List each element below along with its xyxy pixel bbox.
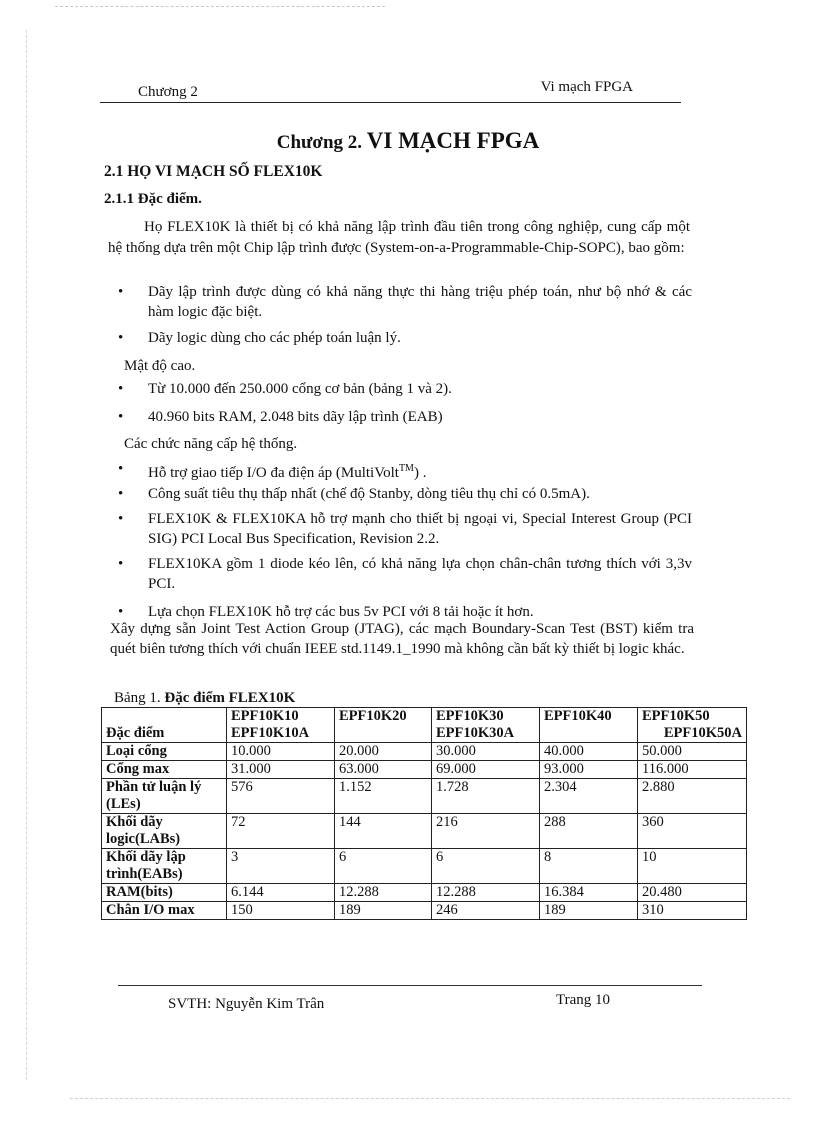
table-cell: 2.304 bbox=[540, 779, 638, 814]
table-row bbox=[102, 902, 747, 920]
footer-author: SVTH: Nguyễn Kim Trân bbox=[168, 996, 325, 1012]
table-cell: 20.480 bbox=[638, 884, 747, 902]
density-label: Mật độ cao. bbox=[124, 358, 196, 374]
table-cell: 150 bbox=[227, 902, 335, 920]
section-heading: 2.1 HỌ VI MẠCH SỐ FLEX10K bbox=[104, 163, 323, 180]
scan-edge-bottom bbox=[70, 1098, 790, 1099]
table-row bbox=[102, 779, 747, 814]
column-header: EPF10K40 bbox=[540, 708, 638, 743]
list-item: • Từ 10.000 đến 250.000 cổng cơ bản (bảng 1 và 2). bbox=[118, 379, 692, 399]
row-label: RAM(bits) bbox=[102, 884, 227, 902]
table-cell: 189 bbox=[540, 902, 638, 920]
table-cell: 144 bbox=[335, 814, 432, 849]
table-cell: 72 bbox=[227, 814, 335, 849]
intro-paragraph: Họ FLEX10K là thiết bị có khả năng lập trình đầu tiên trong công nghiệp, cung cấp một hệ thống dựa trên một Chip lập trình được (System-on-a-Programmable-Chip-SOPC), bao gồm: bbox=[108, 219, 690, 256]
table-row bbox=[102, 761, 747, 779]
table-header-row bbox=[102, 708, 747, 743]
table-cell: 6 bbox=[432, 849, 540, 884]
table-row bbox=[102, 849, 747, 884]
table-cell: 30.000 bbox=[432, 743, 540, 761]
chapter-title-prefix: Chương 2. bbox=[276, 132, 363, 153]
scan-edge-top bbox=[55, 6, 385, 7]
column-header: EPF10K50 EPF10K50A bbox=[638, 708, 747, 743]
table-cell: 63.000 bbox=[335, 761, 432, 779]
table-cell: 12.288 bbox=[432, 884, 540, 902]
system-label: Các chức năng cấp hệ thống. bbox=[124, 436, 298, 452]
table-cell: 576 bbox=[227, 779, 335, 814]
table-cell: 31.000 bbox=[227, 761, 335, 779]
table-caption bbox=[114, 690, 295, 707]
column-header: EPF10K30 EPF10K30A bbox=[432, 708, 540, 743]
row-label: Chân I/O max bbox=[102, 902, 227, 920]
table-caption-prefix: Bảng 1. bbox=[114, 690, 161, 706]
table-cell: 10 bbox=[638, 849, 747, 884]
list-item: • 40.960 bits RAM, 2.048 bits dãy lập trình (EAB) bbox=[118, 407, 692, 427]
table-cell: 6 bbox=[335, 849, 432, 884]
table-cell: 116.000 bbox=[638, 761, 747, 779]
table-cell: 16.384 bbox=[540, 884, 638, 902]
table-row bbox=[102, 814, 747, 849]
list-item: • Dãy logic dùng cho các phép toán luận lý. bbox=[118, 328, 692, 348]
table-cell: 189 bbox=[335, 902, 432, 920]
table-cell: 1.152 bbox=[335, 779, 432, 814]
table-cell: 2.880 bbox=[638, 779, 747, 814]
table-cell: 50.000 bbox=[638, 743, 747, 761]
header-topic: Vi mạch FPGA bbox=[540, 79, 633, 95]
table-cell: 40.000 bbox=[540, 743, 638, 761]
chapter-title-main: VI MẠCH FPGA bbox=[366, 128, 540, 153]
table-cell: 93.000 bbox=[540, 761, 638, 779]
table-corner-cell: Đặc điểm bbox=[102, 708, 227, 743]
table-row bbox=[102, 743, 747, 761]
chapter-title bbox=[0, 128, 816, 154]
table-cell: 288 bbox=[540, 814, 638, 849]
list-item: • FLEX10KA gồm 1 diode kéo lên, có khả năng lựa chọn chân-chân tương thích với 3,3v PCI. bbox=[118, 554, 692, 594]
table-cell: 6.144 bbox=[227, 884, 335, 902]
multivolt-trademark: TM bbox=[398, 463, 414, 474]
list-item: • Lựa chọn FLEX10K hỗ trợ các bus 5v PCI với 8 tải hoặc ít hơn. bbox=[118, 602, 692, 622]
table-cell: 216 bbox=[432, 814, 540, 849]
row-label: Phần tử luận lý (LEs) bbox=[102, 779, 227, 814]
footer-page-number: Trang 10 bbox=[556, 992, 611, 1008]
table-cell: 310 bbox=[638, 902, 747, 920]
table-cell: 8 bbox=[540, 849, 638, 884]
row-label: Khối dãy lập trình(EABs) bbox=[102, 849, 227, 884]
table-cell: 360 bbox=[638, 814, 747, 849]
table-cell: 69.000 bbox=[432, 761, 540, 779]
row-label: Loại cổng bbox=[102, 743, 227, 761]
table-cell: 20.000 bbox=[335, 743, 432, 761]
footer-divider bbox=[118, 985, 702, 986]
jtag-paragraph: Xây dựng sẵn Joint Test Action Group (JTAG), các mạch Boundary-Scan Test (BST) kiểm tra quét biên tương thích với chuẩn IEEE std.1149.1_1990 mà không cần bất kỳ thiết bị logic khác. bbox=[110, 621, 694, 657]
list-item-multivolt bbox=[118, 459, 692, 483]
subsection-heading: 2.1.1 Đặc điểm. bbox=[104, 191, 202, 207]
list-item: • Dãy lập trình được dùng có khả năng thực thi hàng triệu phép toán, như bộ nhớ & các hàm logic đặc biệt. bbox=[118, 282, 692, 322]
table-cell: 10.000 bbox=[227, 743, 335, 761]
running-header bbox=[100, 76, 681, 103]
header-chapter: Chương 2 bbox=[138, 84, 198, 100]
column-header: EPF10K20 bbox=[335, 708, 432, 743]
row-label: Khối dãy logic(LABs) bbox=[102, 814, 227, 849]
flex10k-spec-table bbox=[101, 707, 747, 920]
multivolt-tail: ) . bbox=[413, 465, 427, 481]
table-caption-title: Đặc điểm FLEX10K bbox=[164, 690, 296, 706]
scan-edge-left bbox=[26, 30, 27, 1080]
table-cell: 12.288 bbox=[335, 884, 432, 902]
row-label: Cổng max bbox=[102, 761, 227, 779]
table-row bbox=[102, 884, 747, 902]
list-item: • FLEX10K & FLEX10KA hỗ trợ mạnh cho thiết bị ngoại vi, Special Interest Group (PCI SIG) PCI Local Bus Specification, Revision 2.2. bbox=[118, 509, 692, 549]
multivolt-text: Hỗ trợ giao tiếp I/O đa điện áp (MultiVolt bbox=[148, 465, 399, 481]
column-header: EPF10K10 EPF10K10A bbox=[227, 708, 335, 743]
table-cell: 3 bbox=[227, 849, 335, 884]
table-cell: 1.728 bbox=[432, 779, 540, 814]
list-item: • Công suất tiêu thụ thấp nhất (chế độ Stanby, dòng tiêu thụ chỉ có 0.5mA). bbox=[118, 484, 692, 504]
table-cell: 246 bbox=[432, 902, 540, 920]
